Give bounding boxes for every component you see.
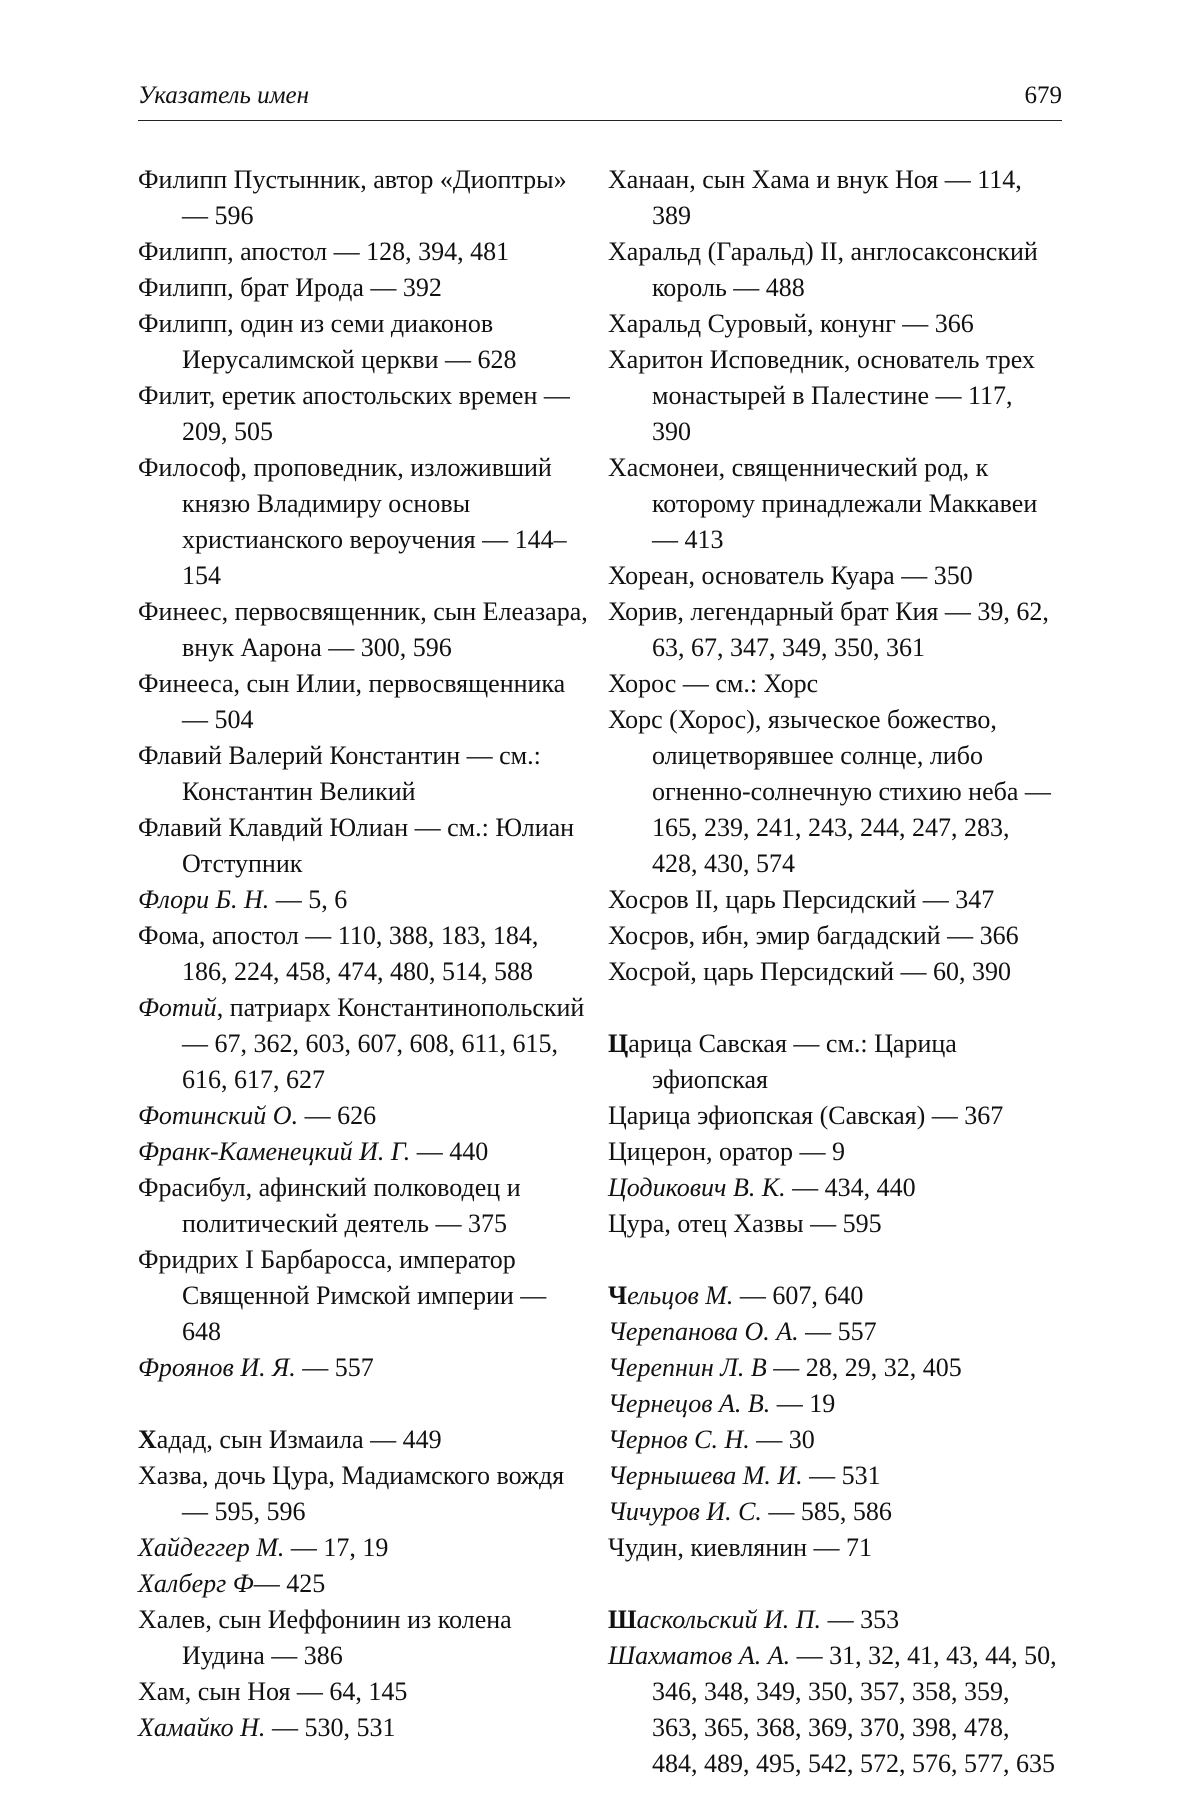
entry-text: Царица эфиопская (Савская) — 367	[608, 1101, 1004, 1130]
entry-text: Харитон Исповедник, основатель трех монастырей в Палестине — 117, 390	[608, 345, 1035, 446]
author-name: Фотинский О.	[138, 1101, 299, 1130]
index-entry	[608, 1134, 1058, 1170]
index-entry	[608, 450, 1058, 558]
running-header	[138, 80, 1062, 121]
entry-text: — 30	[749, 1425, 815, 1454]
author-name: Чернышева М. И.	[608, 1461, 803, 1490]
section-initial: Х	[138, 1425, 157, 1454]
index-entry	[608, 702, 1058, 882]
index-entry	[608, 666, 1058, 702]
entry-text: Философ, проповедник, изложивший князю Владимиру основы христианского вероучения — 144–154	[138, 453, 567, 590]
index-entry	[608, 954, 1058, 990]
index-entry	[138, 1674, 588, 1710]
index-entry	[608, 1386, 1058, 1422]
author-name: Фотий	[138, 993, 217, 1022]
index-entry	[608, 882, 1058, 918]
author-name: Хамайко Н.	[138, 1713, 266, 1742]
entry-text: Хазва, дочь Цура, Мадиамского вождя — 595, 596	[138, 1461, 565, 1526]
entry-text: Филит, еретик апостольских времен — 209, 505	[138, 381, 570, 446]
entry-text: — 28, 29, 32, 405	[766, 1353, 962, 1382]
index-entry	[608, 234, 1058, 306]
running-header-title: Указатель имен	[138, 82, 310, 109]
section-gap	[608, 1242, 1058, 1278]
index-entry	[138, 306, 588, 378]
entry-text: Филипп, один из семи диаконов Иерусалимской церкви — 628	[138, 309, 517, 374]
entry-text: Чудин, киевлянин — 71	[608, 1533, 873, 1562]
entry-text: — 19	[770, 1389, 836, 1418]
index-entry	[138, 990, 588, 1098]
left-column	[138, 162, 588, 1746]
index-entry	[138, 918, 588, 990]
index-entry	[138, 738, 588, 810]
index-entry	[138, 1242, 588, 1350]
index-entry	[608, 306, 1058, 342]
author-name: ельцов М.	[627, 1281, 734, 1310]
section-gap	[138, 1386, 588, 1422]
entry-text: , патриарх Константинопольский — 67, 362, 603, 607, 608, 611, 615, 616, 617, 627	[182, 993, 585, 1094]
index-entry	[138, 1350, 588, 1386]
index-entry	[138, 594, 588, 666]
entry-text: Харальд (Гаральд) II, англосаксонский король — 488	[608, 237, 1038, 302]
author-name: Чернов С. Н.	[608, 1425, 750, 1454]
entry-text: Хосрой, царь Персидский — 60, 390	[608, 957, 1012, 986]
entry-text: Хореан, основатель Куара — 350	[608, 561, 973, 590]
author-name: Хайдеггер М.	[138, 1533, 285, 1562]
entry-text: Филипп, брат Ирода — 392	[138, 273, 442, 302]
entry-text: — 607, 640	[733, 1281, 864, 1310]
index-entry	[608, 1350, 1058, 1386]
index-entry	[608, 1206, 1058, 1242]
entry-text: — 434, 440	[785, 1173, 916, 1202]
entry-text: Халев, сын Иеффониин из колена Иудина — 386	[138, 1605, 512, 1670]
index-entry	[138, 882, 588, 918]
author-name: Чернецов А. В.	[608, 1389, 771, 1418]
entry-text: Фридрих I Барбаросса, император Священной Римской империи — 648	[138, 1245, 547, 1346]
entry-text: — 31, 32, 41, 43, 44, 50, 346, 348, 349, 350, 357, 358, 359, 363, 365, 368, 369, 370, 398, 478, 484, 489, 495, 542, 572, 576, 577, 635	[652, 1641, 1057, 1778]
index-entry	[138, 810, 588, 882]
entry-text: Ханаан, сын Хама и внук Ноя — 114, 389	[608, 165, 1022, 230]
entry-text: — 440	[410, 1137, 489, 1166]
index-entry	[138, 1566, 588, 1602]
index-entry	[608, 1170, 1058, 1206]
index-entry	[138, 162, 588, 234]
entry-text: Цура, отец Хазвы — 595	[608, 1209, 882, 1238]
entry-text: арица Савская — см.: Царица эфиопская	[628, 1029, 957, 1094]
entry-text: — 5, 6	[269, 885, 348, 914]
index-entry	[138, 450, 588, 594]
index-entry	[608, 342, 1058, 450]
entry-text: — 557	[295, 1353, 374, 1382]
entry-text: Флавий Валерий Константин — см.: Константин Великий	[138, 741, 541, 806]
entry-text: Хорив, легендарный брат Кия — 39, 62, 63, 67, 347, 349, 350, 361	[608, 597, 1049, 662]
entry-text: Финеес, первосвященник, сын Елеазара, внук Аарона — 300, 596	[138, 597, 588, 662]
index-entry	[608, 1458, 1058, 1494]
index-entry	[138, 666, 588, 738]
index-entry	[608, 1314, 1058, 1350]
index-entry	[608, 1026, 1058, 1098]
entry-text: Фрасибул, афинский полководец и политический деятель — 375	[138, 1173, 521, 1238]
index-entry	[608, 594, 1058, 666]
entry-text: — 531	[802, 1461, 881, 1490]
entry-text: — 585, 586	[761, 1497, 892, 1526]
author-name: Халберг Ф	[138, 1569, 254, 1598]
index-entry	[608, 162, 1058, 234]
index-entry	[608, 1422, 1058, 1458]
entry-text: Хосров, ибн, эмир багдадский — 366	[608, 921, 1019, 950]
index-entry	[608, 1602, 1058, 1638]
entry-text: Фома, апостол — 110, 388, 183, 184, 186, 224, 458, 474, 480, 514, 588	[138, 921, 539, 986]
author-name: аскольский И. П.	[636, 1605, 822, 1634]
entry-text: адад, сын Измаила — 449	[156, 1425, 442, 1454]
author-name: Флори Б. Н.	[138, 885, 270, 914]
entry-text: — 425	[253, 1569, 326, 1598]
entry-text: Харальд Суровый, конунг — 366	[608, 309, 974, 338]
author-name: Цодикович В. К.	[608, 1173, 786, 1202]
entry-text: Хорс (Хорос), языческое божество, олицетворявшее солнце, либо огненно-солнечную стихию неба — 165, 239, 241, 243, 244, 247, 283, 428, 430, 574	[608, 705, 1051, 878]
index-entry	[138, 1530, 588, 1566]
index-entry	[138, 1422, 588, 1458]
entry-text: Флавий Клавдий Юлиан — см.: Юлиан Отступник	[138, 813, 575, 878]
index-entry	[138, 1134, 588, 1170]
entry-text: Хасмонеи, священнический род, к которому принадлежали Маккавеи — 413	[608, 453, 1038, 554]
index-entry	[608, 1098, 1058, 1134]
index-entry	[138, 1170, 588, 1242]
entry-text: — 353	[821, 1605, 900, 1634]
index-entry	[608, 1638, 1058, 1782]
index-entry	[608, 918, 1058, 954]
entry-text: Хорос — см.: Хорс	[608, 669, 819, 698]
index-entry	[138, 1458, 588, 1530]
author-name: Черепанова О. А.	[608, 1317, 799, 1346]
index-entry	[608, 558, 1058, 594]
page-number: 679	[1024, 82, 1062, 109]
section-gap	[608, 1566, 1058, 1602]
entry-text: Хам, сын Ноя — 64, 145	[138, 1677, 408, 1706]
right-column	[608, 162, 1058, 1782]
author-name: Черепнин Л. В	[608, 1353, 767, 1382]
author-name: Франк-Каменецкий И. Г.	[138, 1137, 411, 1166]
index-entry	[608, 1530, 1058, 1566]
index-entry	[138, 1602, 588, 1674]
entry-text: — 17, 19	[284, 1533, 389, 1562]
entry-text: Филипп, апостол — 128, 394, 481	[138, 237, 510, 266]
entry-text: — 557	[798, 1317, 877, 1346]
section-gap	[608, 990, 1058, 1026]
index-entry	[138, 1098, 588, 1134]
index-columns	[138, 162, 1062, 1778]
index-entry	[138, 378, 588, 450]
author-name: Чичуров И. С.	[608, 1497, 762, 1526]
section-initial: Ш	[608, 1605, 637, 1634]
entry-text: Хосров II, царь Персидский — 347	[608, 885, 995, 914]
entry-text: — 626	[298, 1101, 377, 1130]
entry-text: — 530, 531	[265, 1713, 396, 1742]
author-name: Фроянов И. Я.	[138, 1353, 296, 1382]
section-initial: Ч	[608, 1281, 628, 1310]
entry-text: Филипп Пустынник, автор «Диоптры» — 596	[138, 165, 567, 230]
index-entry	[138, 270, 588, 306]
index-entry	[138, 234, 588, 270]
index-entry	[608, 1278, 1058, 1314]
index-entry	[608, 1494, 1058, 1530]
entry-text: Финееса, сын Илии, первосвященника — 504	[138, 669, 566, 734]
author-name: Шахматов А. А.	[608, 1641, 791, 1670]
section-initial: Ц	[608, 1029, 629, 1058]
entry-text: Цицерон, оратор — 9	[608, 1137, 845, 1166]
index-entry	[138, 1710, 588, 1746]
